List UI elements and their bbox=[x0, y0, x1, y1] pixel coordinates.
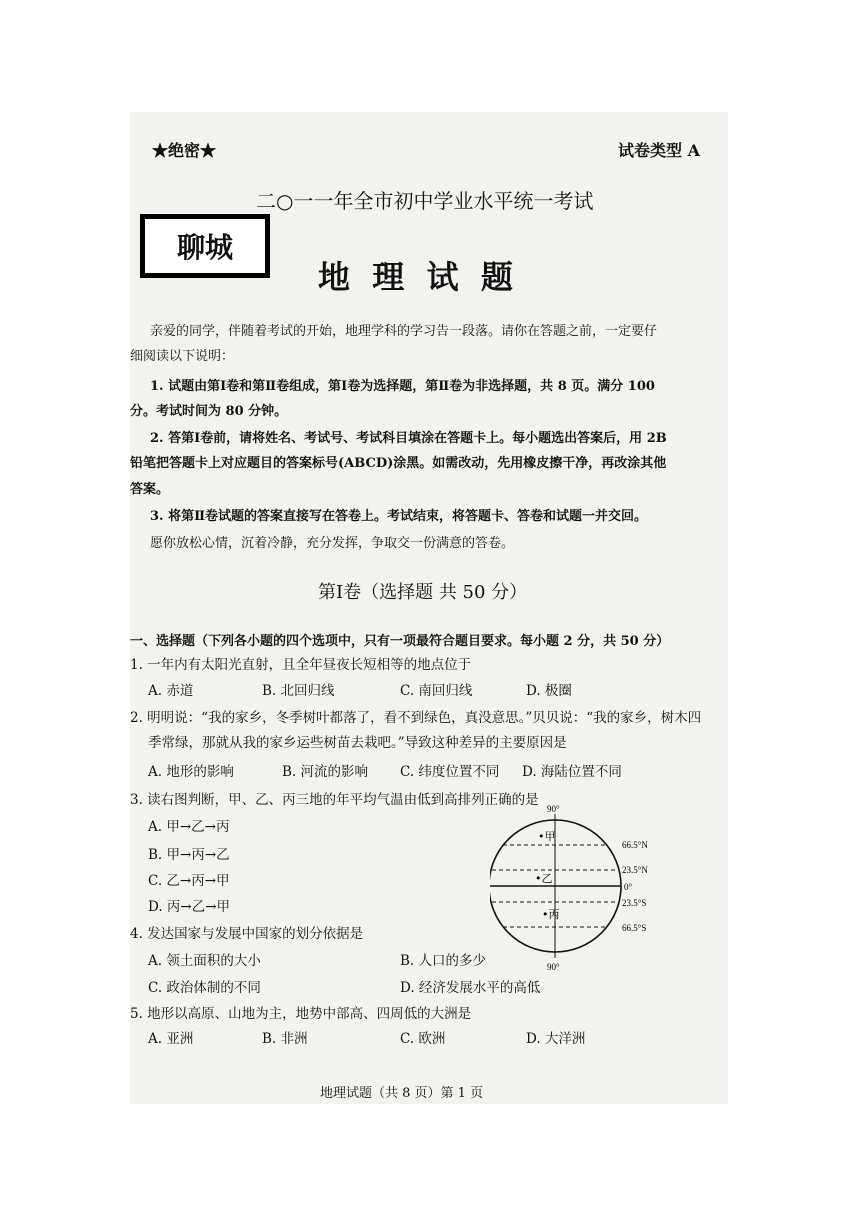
north-pole-label: 90° bbox=[547, 804, 560, 814]
q1-option-b: B. 北回归线 bbox=[262, 683, 335, 699]
label-66-5-n: 66.5°N bbox=[622, 840, 648, 850]
q1-option-d: D. 极圈 bbox=[526, 683, 572, 699]
subject-title: 地 理 试 题 bbox=[318, 258, 513, 296]
q5-option-b: B. 非洲 bbox=[262, 1031, 308, 1047]
q1-option-a: A. 赤道 bbox=[148, 683, 194, 699]
q5-option-d: D. 大洋洲 bbox=[526, 1031, 586, 1047]
q2-option-a: A. 地形的影响 bbox=[148, 764, 234, 780]
south-pole-label: 90° bbox=[547, 962, 560, 972]
instruction-1-line-2: 分。考试时间为 80 分钟。 bbox=[130, 404, 288, 419]
wish-line: 愿你放松心情，沉着冷静，充分发挥，争取交一份满意的答卷。 bbox=[150, 536, 515, 551]
city-label-box bbox=[140, 214, 270, 278]
q3-option-d: D. 丙→乙→甲 bbox=[148, 899, 231, 915]
q4-stem: 4. 发达国家与发展中国家的划分依据是 bbox=[130, 926, 364, 942]
instruction-2-line-3: 答案。 bbox=[130, 482, 170, 497]
instruction-2-line-1: 2. 答第Ⅰ卷前，请将姓名、考试号、考试科目填涂在答题卡上。每小题选出答案后，用 2B bbox=[150, 431, 667, 446]
intro-line-1: 亲爱的同学，伴随着考试的开始，地理学科的学习告一段落。请你在答题之前，一定要仔 bbox=[150, 324, 658, 339]
q2-stem-line-1: 2. 明明说：“我的家乡，冬季树叶都落了，看不到绿色，真没意思。”贝贝说：“我的家乡，树木四 bbox=[130, 710, 702, 726]
label-66-5-s: 66.5°S bbox=[622, 923, 647, 933]
q4-option-a: A. 领土面积的大小 bbox=[148, 953, 261, 969]
q2-option-b: B. 河流的影响 bbox=[282, 764, 369, 780]
label-equator: 0° bbox=[624, 882, 633, 892]
q1-option-c: C. 南回归线 bbox=[400, 683, 473, 699]
instruction-3: 3. 将第Ⅱ卷试题的答案直接写在答卷上。考试结束，将答题卡、答卷和试题一并交回。 bbox=[150, 509, 648, 524]
q4-option-b: B. 人口的多少 bbox=[400, 953, 487, 969]
q2-option-d: D. 海陆位置不同 bbox=[522, 764, 622, 780]
globe-diagram bbox=[490, 804, 660, 972]
instruction-2-line-2: 铅笔把答题卡上对应题目的答案标号(ABCD)涂黑。如需改动，先用橡皮擦干净，再改涂其他 bbox=[130, 456, 667, 471]
q3-stem: 3. 读右图判断，甲、乙、丙三地的年平均气温由低到高排列正确的是 bbox=[130, 792, 539, 808]
q2-option-c: C. 纬度位置不同 bbox=[400, 764, 500, 780]
intro-line-2: 细阅读以下说明： bbox=[130, 349, 235, 364]
q2-stem-line-2: 季常绿，那就从我的家乡运些树苗去栽吧。”导致这种差异的主要原因是 bbox=[148, 735, 567, 751]
paper-type: 试卷类型 A bbox=[618, 141, 700, 160]
page-footer: 地理试题（共 8 页）第 1 页 bbox=[320, 1086, 484, 1101]
point-bing: •丙 bbox=[542, 908, 560, 921]
secret-mark: ★绝密★ bbox=[152, 141, 217, 160]
q3-option-c: C. 乙→丙→甲 bbox=[148, 873, 230, 889]
point-jia: •甲 bbox=[538, 830, 556, 843]
q4-option-d: D. 经济发展水平的高低 bbox=[400, 980, 541, 996]
q5-stem: 5. 地形以高原、山地为主，地势中部高、四周低的大洲是 bbox=[130, 1006, 472, 1022]
point-yi: •乙 bbox=[535, 872, 553, 885]
q5-option-a: A. 亚洲 bbox=[148, 1031, 194, 1047]
q3-option-a: A. 甲→乙→丙 bbox=[148, 819, 230, 835]
city-label: 聊城 bbox=[176, 231, 233, 264]
exam-title: 二○一一年全市初中学业水平统一考试 bbox=[256, 189, 594, 213]
label-23-5-s: 23.5°S bbox=[622, 898, 647, 908]
section-heading: 一、选择题（下列各小题的四个选项中，只有一项最符合题目要求。每小题 2 分，共 50 分） bbox=[130, 634, 670, 649]
section-title: 第Ⅰ卷（选择题 共 50 分） bbox=[318, 582, 528, 603]
exam-paper bbox=[130, 112, 728, 1104]
q5-option-c: C. 欧洲 bbox=[400, 1031, 446, 1047]
q4-option-c: C. 政治体制的不同 bbox=[148, 980, 261, 996]
q3-option-b: B. 甲→丙→乙 bbox=[148, 847, 230, 863]
label-23-5-n: 23.5°N bbox=[622, 865, 648, 875]
instruction-1-line-1: 1. 试题由第Ⅰ卷和第Ⅱ卷组成，第Ⅰ卷为选择题，第Ⅱ卷为非选择题，共 8 页。满分 100 bbox=[150, 379, 655, 394]
q1-stem: 1. 一年内有太阳光直射，且全年昼夜长短相等的地点位于 bbox=[130, 657, 472, 673]
